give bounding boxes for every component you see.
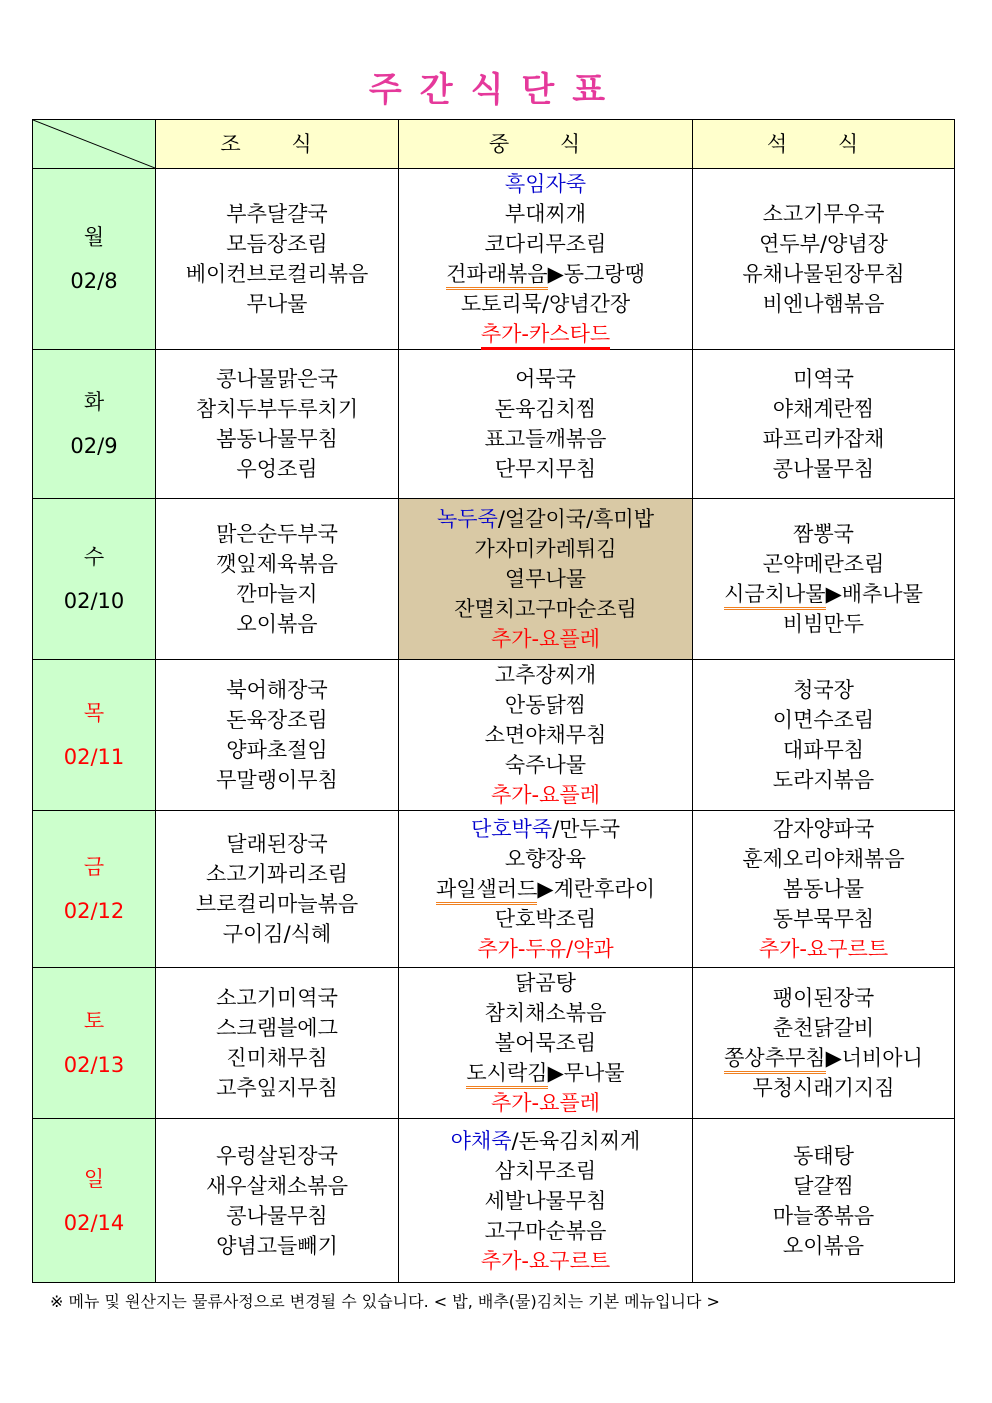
replacement-item: 계란후라이 [553, 877, 656, 901]
menu-item: 숙주나물 [504, 753, 587, 777]
menu-item: 도라지볶음 [772, 768, 875, 792]
header-breakfast: 조 식 [156, 120, 399, 169]
menu-item: 대파무침 [782, 738, 865, 762]
menu-item: 콩나물무침 [772, 457, 875, 481]
extra-item: 추가-두유/약과 [477, 937, 614, 961]
menu-item: 진미채무침 [226, 1046, 328, 1070]
day-date: 02/13 [63, 1053, 125, 1077]
lunch-cell [399, 350, 693, 499]
replacement-item: 동그랑땡 [563, 262, 645, 286]
replaced-item: 쫑상추무침 [724, 1046, 825, 1074]
menu-item: 소고기미역국 [216, 986, 338, 1010]
day-name: 금 [83, 855, 105, 879]
menu-item: 달래된장국 [226, 832, 328, 856]
menu-item: 참치두부두루치기 [195, 397, 359, 421]
menu-item: 달걀찜 [793, 1173, 854, 1198]
menu-item: 오향장육 [504, 847, 587, 871]
menu-item: 표고들깨볶음 [484, 427, 607, 451]
menu-item: 북어해장국 [226, 678, 328, 702]
replacement-item: 너비아니 [841, 1046, 923, 1070]
dinner-cell [693, 968, 955, 1119]
menu-item: 안동닭찜 [504, 693, 587, 717]
menu-item: 곤약메란조림 [762, 552, 885, 576]
corner-cell [33, 120, 156, 169]
menu-item: 짬뽕국 [793, 522, 854, 546]
menu-item: 부대찌개 [504, 202, 587, 226]
day-row-thu [33, 660, 955, 811]
dinner-cell [693, 660, 955, 811]
lunch-cell [399, 660, 693, 811]
extra-item: 추가-요플레 [490, 1091, 600, 1115]
menu-item: 청국장 [793, 678, 854, 702]
menu-item: 오이볶음 [782, 1233, 865, 1258]
day-date: 02/8 [70, 269, 118, 293]
menu-item: 우엉조림 [236, 457, 318, 481]
menu-item: 단호박조림 [494, 907, 597, 931]
diagonal-line [33, 120, 155, 168]
breakfast-cell [156, 350, 399, 499]
day-cell [33, 811, 156, 968]
menu-item: 돈육장조림 [226, 708, 328, 732]
menu-line [399, 814, 692, 844]
menu-item: 스크램블에그 [216, 1016, 338, 1040]
dinner-cell [693, 169, 955, 350]
menu-item: 세발나물무침 [484, 1188, 607, 1213]
day-name: 토 [83, 1009, 105, 1033]
porridge-item: 녹두죽 [436, 507, 498, 531]
day-name: 일 [83, 1166, 105, 1191]
menu-item: 고구마순볶음 [484, 1218, 607, 1243]
menu-item: 열무나물 [504, 567, 587, 591]
day-row-sun [33, 1119, 955, 1283]
replaced-item: 도시락김 [466, 1061, 547, 1089]
menu-item: 비엔나햄볶음 [762, 292, 885, 316]
menu-item: 새우살채소볶음 [205, 1173, 348, 1198]
day-name: 화 [83, 390, 105, 414]
menu-item: 무나물 [246, 292, 308, 316]
breakfast-cell [156, 1119, 399, 1283]
menu-item: 가자미카레튀김 [474, 537, 617, 561]
arrow-icon: ▶ [825, 582, 842, 606]
arrow-icon: ▶ [825, 1046, 842, 1070]
extra-item: 추가-요구르트 [480, 1248, 611, 1273]
day-row-wed [33, 499, 955, 660]
extra-item: 추가-요플레 [490, 783, 600, 807]
menu-item: 고추잎지무침 [216, 1076, 338, 1100]
day-date: 02/11 [63, 745, 125, 769]
replaced-item: 시금치나물 [724, 582, 825, 610]
substitution-item [399, 259, 692, 289]
menu-item: 훈제오리야채볶음 [742, 847, 905, 871]
menu-item: 소고기꽈리조림 [205, 862, 348, 886]
day-row-fri [33, 811, 955, 968]
day-cell [33, 499, 156, 660]
menu-item: 참치채소볶음 [484, 1001, 607, 1025]
menu-line [399, 504, 692, 534]
substitution-item [399, 874, 692, 904]
day-cell [33, 350, 156, 499]
breakfast-cell [156, 169, 399, 350]
menu-item: 봄동나물 [782, 877, 865, 901]
lunch-cell [399, 169, 693, 350]
breakfast-cell [156, 660, 399, 811]
day-name: 월 [83, 225, 105, 249]
menu-item: 오이볶음 [236, 612, 318, 636]
menu-item: 브로컬리마늘볶음 [195, 892, 359, 916]
menu-item: 어묵국 [515, 367, 576, 391]
day-name: 목 [83, 701, 105, 725]
day-row-sat [33, 968, 955, 1119]
extra-item: 추가-요구르트 [758, 937, 889, 961]
extra-item: 추가-요플레 [490, 627, 600, 651]
lunch-cell-highlighted [399, 499, 693, 660]
day-name: 수 [83, 545, 105, 569]
menu-item: 깐마늘지 [236, 582, 318, 606]
menu-item: 양념고들빼기 [216, 1233, 338, 1258]
menu-item: 동태탕 [793, 1143, 854, 1168]
menu-item: 돈육김치찜 [494, 397, 597, 421]
menu-item: 부추달걀국 [226, 202, 328, 226]
menu-item: 맑은순두부국 [216, 522, 338, 546]
menu-item: /돈육김치찌게 [511, 1128, 641, 1153]
menu-item: /만두국 [552, 817, 621, 841]
menu-item: 유채나물된장무침 [742, 262, 905, 286]
menu-item: 무말랭이무침 [216, 768, 338, 792]
menu-line [399, 1126, 692, 1156]
dinner-cell [693, 811, 955, 968]
substitution-item [693, 1043, 954, 1073]
menu-item: 우렁살된장국 [216, 1143, 338, 1168]
header-row [33, 120, 955, 169]
menu-item: 동부묵무침 [772, 907, 875, 931]
menu-item: /얼갈이국/흑미밥 [497, 507, 654, 531]
dinner-cell [693, 350, 955, 499]
day-date: 02/9 [70, 434, 118, 458]
dinner-cell [693, 1119, 955, 1283]
menu-item: 이면수조림 [772, 708, 875, 732]
breakfast-cell [156, 968, 399, 1119]
menu-item: 고추장찌개 [494, 663, 597, 687]
menu-item: 코다리무조림 [484, 232, 607, 256]
replaced-item: 건파래볶음 [446, 262, 547, 290]
arrow-icon: ▶ [547, 1061, 564, 1085]
day-date: 02/10 [63, 589, 125, 613]
porridge-item: 단호박죽 [470, 817, 553, 841]
lunch-cell [399, 811, 693, 968]
menu-item: 구이김/식혜 [222, 922, 332, 946]
footnote: ※ 메뉴 및 원산지는 물류사정으로 변경될 수 있습니다. < 밥, 배추(물)김치는 기본 메뉴입니다 > [50, 1292, 720, 1311]
lunch-cell [399, 1119, 693, 1283]
menu-item: 무청시래기지짐 [752, 1076, 895, 1100]
menu-item: 잔멸치고구마순조림 [454, 597, 637, 621]
substitution-item [693, 579, 954, 609]
menu-item: 도토리묵/양념간장 [460, 292, 631, 316]
menu-item: 마늘쫑볶음 [772, 1203, 875, 1228]
header-lunch: 중 식 [399, 120, 693, 169]
weekly-menu-table [32, 119, 955, 1283]
day-cell [33, 1119, 156, 1283]
dinner-cell [693, 499, 955, 660]
lunch-cell [399, 968, 693, 1119]
menu-item: 소면야채무침 [484, 723, 607, 747]
porridge-item: 야채죽 [450, 1128, 512, 1153]
day-row-tue [33, 350, 955, 499]
breakfast-cell [156, 499, 399, 660]
menu-item: 연두부/양념장 [759, 232, 888, 256]
menu-item: 볼어묵조림 [494, 1031, 597, 1055]
menu-item: 깻잎제육볶음 [216, 552, 338, 576]
menu-item: 소고기무우국 [762, 202, 885, 226]
menu-item: 비빔만두 [782, 612, 865, 636]
menu-item: 춘천닭갈비 [772, 1016, 875, 1040]
menu-item: 베이컨브로컬리볶음 [185, 262, 369, 286]
arrow-icon: ▶ [547, 262, 564, 286]
menu-item: 삼치무조림 [494, 1158, 597, 1183]
substitution-item [399, 1058, 692, 1088]
menu-item: 닭곰탕 [515, 971, 576, 995]
extra-item: 추가-카스타드 [481, 322, 610, 350]
menu-item: 미역국 [793, 367, 854, 391]
porridge-item: 흑임자죽 [504, 172, 587, 196]
day-date: 02/12 [63, 899, 125, 923]
menu-item: 팽이된장국 [772, 986, 875, 1010]
menu-item: 양파초절임 [226, 738, 328, 762]
replacement-item: 무나물 [563, 1061, 625, 1085]
breakfast-cell [156, 811, 399, 968]
menu-item: 봄동나물무침 [216, 427, 338, 451]
arrow-icon: ▶ [537, 877, 554, 901]
day-cell [33, 968, 156, 1119]
menu-item: 콩나물맑은국 [216, 367, 338, 391]
day-cell [33, 169, 156, 350]
menu-item: 단무지무침 [494, 457, 597, 481]
header-dinner: 석 식 [693, 120, 955, 169]
menu-item: 모듬장조림 [226, 232, 328, 256]
day-date: 02/14 [63, 1210, 125, 1235]
replaced-item: 과일샐러드 [436, 877, 537, 905]
menu-item: 파프리카잡채 [762, 427, 885, 451]
day-cell [33, 660, 156, 811]
menu-item: 콩나물무침 [226, 1203, 328, 1228]
replacement-item: 배추나물 [841, 582, 923, 606]
menu-item: 감자양파국 [772, 817, 875, 841]
day-row-mon [33, 169, 955, 350]
menu-item: 야채계란찜 [772, 397, 875, 421]
page-title: 주간식단표 [368, 70, 624, 110]
